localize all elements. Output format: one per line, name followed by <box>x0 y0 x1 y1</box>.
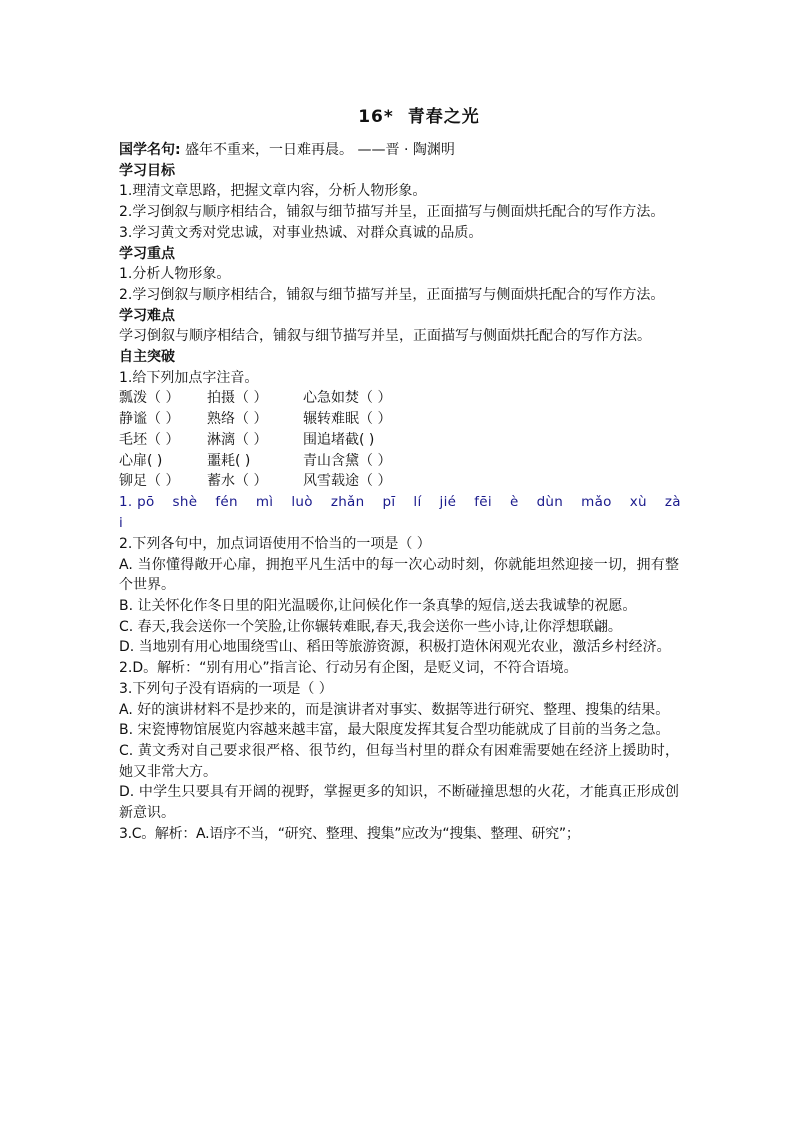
q2-option-c: C. 春天,我会送你一个笑脸,让你辗转难眠,春天,我会送你一些小诗,让你浮想联翩。 <box>119 618 622 635</box>
quote-text: 盛年不重来，一日难再晨。 ——晋 · 陶渊明 <box>185 142 455 158</box>
goal-item: 2.学习倒叙与顺序相结合，铺叙与细节描写并呈，正面描写与侧面烘托配合的写作方法。 <box>119 204 665 221</box>
word-item: 拍摄（ ） <box>207 390 268 407</box>
q2-option-d: D. 当地别有用心地围绕雪山、稻田等旅游资源，积极打造休闲观光农业，激活乡村经济。 <box>119 639 671 656</box>
word-item: 淋漓（ ） <box>207 431 268 448</box>
pinyin-item: fēi <box>474 493 492 510</box>
word-item: 蓄水（ ） <box>207 473 268 490</box>
pinyin-item: shè <box>172 493 198 510</box>
pinyin-item: luò <box>291 493 313 510</box>
pinyin-item: jié <box>439 493 457 510</box>
word-item: 辗转难眠（ ） <box>303 411 392 428</box>
page-title <box>119 104 679 130</box>
goal-item: 3.学习黄文秀对党忠诚，对事业热诚、对群众真诚的品质。 <box>119 224 483 241</box>
word-item: 毛坯（ ） <box>119 431 180 448</box>
classic-quote <box>119 140 679 161</box>
pinyin-item: dùn <box>536 493 564 510</box>
document-page <box>119 104 679 845</box>
lesson-title: 青春之光 <box>407 107 480 127</box>
pinyin-item: 1. pō <box>119 493 155 510</box>
q3-option-d: D. 中学生只要具有开阔的视野，掌握更多的知识，不断碰撞思想的火花，才能真正形成创新意识。 <box>119 784 679 822</box>
pinyin-item: mì <box>255 493 274 510</box>
word-item: 围追堵截( ) <box>303 431 375 448</box>
focus-heading: 学习重点 <box>119 245 175 262</box>
goals-heading: 学习目标 <box>119 162 175 179</box>
q3-answer: 3.C。解析：A.语序不当，“研究、整理、搜集”应改为“搜集、整理、研究”； <box>119 825 580 842</box>
pinyin-answer <box>119 492 679 534</box>
quote-label: 国学名句: <box>119 142 181 158</box>
pinyin-item: lí <box>413 493 422 510</box>
word-item: 青山含黛（ ） <box>303 452 392 469</box>
pinyin-item: fén <box>215 493 238 510</box>
goal-item: 1.理清文章思路，把握文章内容，分析人物形象。 <box>119 183 427 200</box>
pinyin-item: zhǎn <box>330 493 365 510</box>
q2-option-b: B. 让关怀化作冬日里的阳光温暖你,让问候化作一条真挚的短信,送去我诚挚的祝愿。 <box>119 598 637 615</box>
pinyin-item: è <box>509 493 519 510</box>
pinyin-item: xù <box>629 493 647 510</box>
question-2-stem: 2.下列各句中，加点词语使用不恰当的一项是（ ） <box>119 535 431 552</box>
pinyin-line-2: i <box>119 514 124 531</box>
word-item: 心扉( ) <box>119 452 163 469</box>
focus-item: 1.分析人物形象。 <box>119 266 231 283</box>
difficulty-text: 学习倒叙与顺序相结合，铺叙与细节描写并呈，正面描写与侧面烘托配合的写作方法。 <box>119 328 651 345</box>
focus-item: 2.学习倒叙与顺序相结合，铺叙与细节描写并呈，正面描写与侧面烘托配合的写作方法。 <box>119 286 665 303</box>
q3-option-c: C. 黄文秀对自己要求很严格、很节约，但每当村里的群众有困难需要她在经济上援助时，她又非常大方。 <box>119 742 679 780</box>
word-item: 噩耗( ) <box>207 452 251 469</box>
word-item: 风雪载途（ ） <box>303 473 392 490</box>
pinyin-item: mǎo <box>581 493 612 510</box>
word-item: 熟络（ ） <box>207 411 268 428</box>
question-3-stem: 3.下列句子没有语病的一项是（ ） <box>119 680 333 697</box>
q2-answer: 2.D。解析：“别有用心”指言论、行动另有企图，是贬义词，不符合语境。 <box>119 660 578 677</box>
word-item: 铆足（ ） <box>119 473 180 490</box>
lesson-number: 16* <box>358 107 394 127</box>
word-item: 心急如焚（ ） <box>303 390 392 407</box>
pinyin-item: zà <box>664 493 681 510</box>
word-item: 静谧（ ） <box>119 411 180 428</box>
practice-heading: 自主突破 <box>119 349 175 366</box>
q2-option-a: A. 当你懂得敞开心扉，拥抱平凡生活中的每一次心动时刻，你就能坦然迎接一切，拥有整个世界。 <box>119 556 679 594</box>
difficulty-heading: 学习难点 <box>119 307 175 324</box>
pinyin-line-1 <box>119 492 679 513</box>
word-item: 瓢泼（ ） <box>119 390 180 407</box>
pinyin-item: pī <box>382 493 396 510</box>
q3-option-a: A. 好的演讲材料不是抄来的，而是演讲者对事实、数据等进行研究、整理、搜集的结果。 <box>119 701 670 718</box>
word-grid <box>119 388 679 492</box>
q3-option-b: B. 宋瓷博物馆展览内容越来越丰富，最大限度发挥其复合型功能就成了目前的当务之急。 <box>119 722 670 739</box>
question-1: 1.给下列加点字注音。 <box>119 369 259 386</box>
